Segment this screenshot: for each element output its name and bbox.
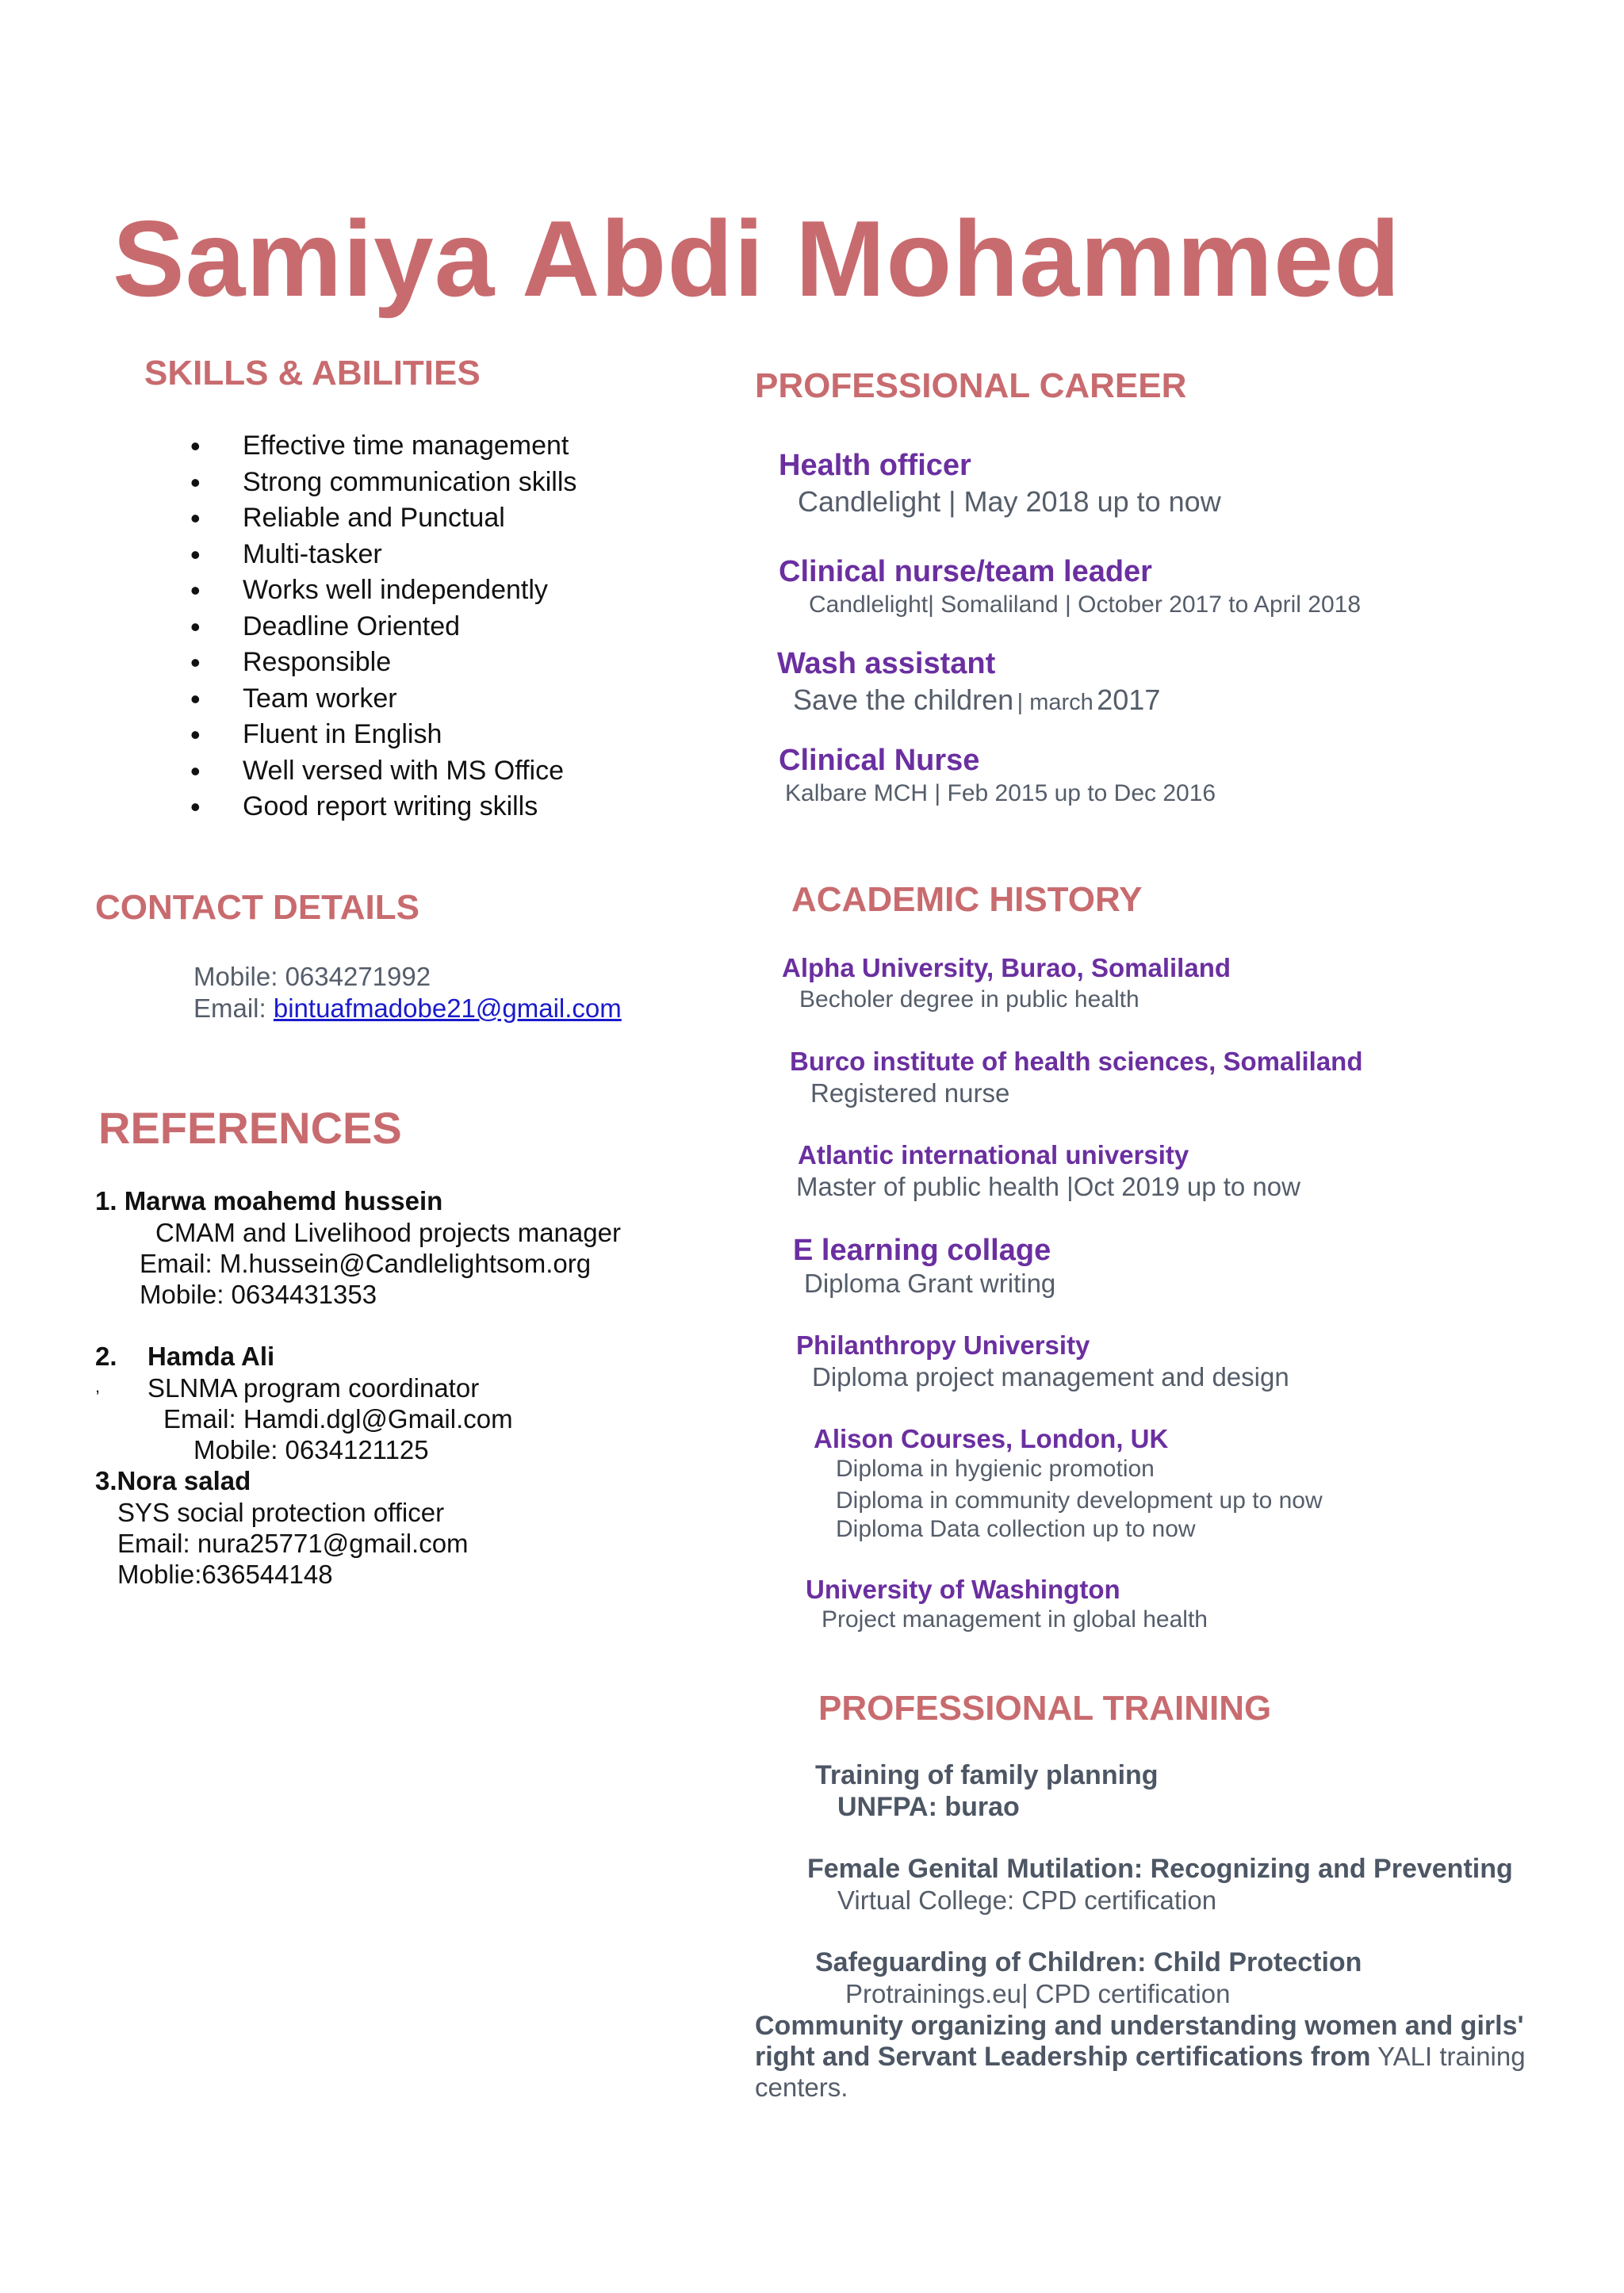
contact-email <box>193 993 622 1024</box>
job-1-title: Health officer <box>779 449 971 482</box>
job-3-year: 2017 <box>1097 683 1161 716</box>
academic-5-line: Diploma project management and design <box>812 1362 1289 1391</box>
job-3-month: | march <box>1017 690 1094 715</box>
skill-item: • Well versed with MS Office <box>190 753 576 790</box>
job-4-detail: Kalbare MCH | Feb 2015 up to Dec 2016 <box>785 780 1216 806</box>
job-1-detail: Candlelight | May 2018 up to now <box>798 485 1221 518</box>
reference-3-name: 3.Nora salad <box>95 1466 251 1495</box>
academic-6-line-1: Diploma in hygienic promotion <box>836 1456 1155 1482</box>
training-4-rest: YALI training <box>1370 2042 1526 2071</box>
skills-heading: SKILLS & ABILITIES <box>144 354 481 392</box>
academic-5-institution: Philanthropy University <box>796 1330 1090 1360</box>
references-heading: REFERENCES <box>98 1103 402 1153</box>
training-4-line-2 <box>755 2042 1526 2073</box>
skill-item: • Responsible <box>190 645 576 681</box>
reference-1-title: CMAM and Livelihood projects manager <box>155 1218 621 1247</box>
reference-3-email: Email: nura25771@gmail.com <box>117 1529 469 1558</box>
training-3-org: Protrainings.eu| CPD certification <box>845 1979 1231 2008</box>
reference-2-mobile: Mobile: 0634121125 <box>193 1435 429 1464</box>
skill-item: • Effective time management <box>190 428 576 465</box>
academic-4-institution: E learning collage <box>793 1234 1051 1267</box>
reference-1-name: 1. Marwa moahemd hussein <box>95 1186 443 1215</box>
academic-7-institution: University of Washington <box>806 1575 1120 1604</box>
job-3-employer: Save the children <box>793 683 1014 716</box>
reference-2-email: Email: Hamdi.dgl@Gmail.com <box>163 1404 513 1434</box>
academic-2-institution: Burco institute of health sciences, Somaliland <box>790 1047 1363 1076</box>
reference-1-email: Email: M.hussein@Candlelightsom.org <box>140 1249 592 1278</box>
reference-2-comma: , <box>95 1376 101 1396</box>
contact-heading: CONTACT DETAILS <box>95 888 419 927</box>
academic-heading: ACADEMIC HISTORY <box>791 880 1143 919</box>
skill-item: • Works well independently <box>190 572 576 609</box>
skill-item: • Fluent in English <box>190 717 576 753</box>
training-3-title: Safeguarding of Children: Child Protection <box>815 1947 1362 1977</box>
contact-mobile <box>193 962 431 992</box>
training-4-line-3: centers. <box>755 2073 848 2102</box>
academic-6-line-3: Diploma Data collection up to now <box>836 1516 1196 1542</box>
reference-1-mobile: Mobile: 0634431353 <box>140 1280 377 1309</box>
skill-item: • Good report writing skills <box>190 789 576 825</box>
job-4-title: Clinical Nurse <box>779 744 980 777</box>
job-3-detail <box>793 683 1160 717</box>
email-link[interactable]: bintuafmadobe21@gmail.com <box>273 993 622 1023</box>
reference-2-name: Hamda Ali <box>147 1342 275 1371</box>
skill-item: • Team worker <box>190 681 576 718</box>
training-1-org: UNFPA: burao <box>837 1792 1020 1822</box>
skill-item: • Deadline Oriented <box>190 609 576 645</box>
academic-2-line: Registered nurse <box>810 1078 1010 1108</box>
skill-item: • Multi-tasker <box>190 537 576 573</box>
reference-3-mobile: Moblie:636544148 <box>117 1560 333 1589</box>
academic-7-line: Project management in global health <box>822 1606 1208 1633</box>
candidate-name: Samiya Abdi Mohammed <box>113 198 1401 319</box>
job-2-detail: Candlelight| Somaliland | October 2017 to April 2018 <box>809 591 1362 618</box>
training-2-title: Female Genital Mutilation: Recognizing and Preventing <box>807 1854 1513 1884</box>
career-heading: PROFESSIONAL CAREER <box>755 366 1187 405</box>
academic-3-institution: Atlantic international university <box>798 1140 1189 1169</box>
academic-1-line: Becholer degree in public health <box>799 986 1139 1013</box>
reference-3-title: SYS social protection officer <box>117 1498 445 1527</box>
skill-item: • Reliable and Punctual <box>190 500 576 537</box>
academic-6-line-2: Diploma in community development up to now <box>836 1487 1323 1514</box>
training-4-bold: right and Servant Leadership certifications from <box>755 2042 1371 2072</box>
academic-3-line: Master of public health |Oct 2019 up to now <box>796 1172 1300 1201</box>
academic-1-institution: Alpha University, Burao, Somaliland <box>782 953 1231 982</box>
skills-list <box>190 428 576 825</box>
mobile-label: Mobile: <box>193 962 278 991</box>
academic-4-line: Diploma Grant writing <box>804 1269 1056 1298</box>
mobile-value: 0634271992 <box>285 962 431 991</box>
email-label: Email: <box>193 993 266 1023</box>
training-heading: PROFESSIONAL TRAINING <box>818 1689 1272 1728</box>
job-2-title: Clinical nurse/team leader <box>779 555 1152 588</box>
reference-2-number: 2. <box>95 1342 117 1371</box>
academic-6-institution: Alison Courses, London, UK <box>814 1424 1169 1453</box>
training-1-title: Training of family planning <box>815 1760 1159 1790</box>
training-4-line-1: Community organizing and understanding women and girls' <box>755 2011 1524 2041</box>
skill-item: • Strong communication skills <box>190 465 576 501</box>
reference-2-title: SLNMA program coordinator <box>147 1373 480 1403</box>
job-3-title: Wash assistant <box>777 647 996 680</box>
training-2-org: Virtual College: CPD certification <box>837 1885 1217 1915</box>
